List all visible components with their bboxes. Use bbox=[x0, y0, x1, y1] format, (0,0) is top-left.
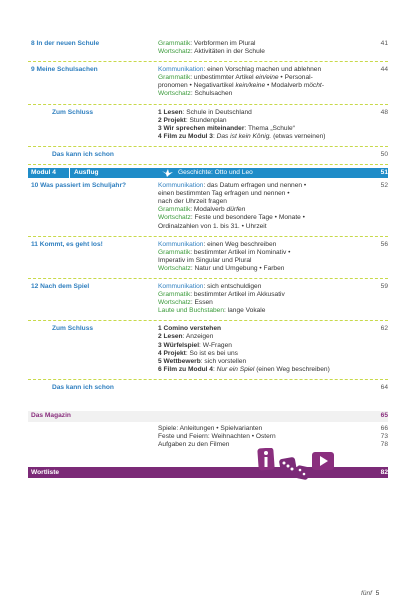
module-band[interactable] bbox=[28, 168, 388, 178]
toc-unit-row[interactable] bbox=[28, 105, 388, 147]
content-line bbox=[158, 350, 360, 358]
content-segment: Nur ein Spiel bbox=[216, 365, 255, 373]
content-line bbox=[158, 82, 360, 90]
content-segment: • Personal- bbox=[278, 74, 313, 82]
magazin-item[interactable] bbox=[28, 433, 388, 441]
content-line bbox=[158, 117, 360, 125]
content-segment: nach der Uhrzeit fragen bbox=[158, 198, 227, 206]
content-segment: Wortschatz bbox=[158, 214, 191, 222]
content-segment: ein/eine bbox=[255, 74, 279, 82]
content-segment: (einen Weg beschreiben) bbox=[254, 365, 330, 373]
unit-title: 12 Nach dem Spiel bbox=[31, 282, 90, 290]
content-segment: 4 Film zu Modul 3 bbox=[158, 132, 213, 140]
content-segment: : bestimmter Artikel im Nominativ • bbox=[190, 248, 291, 256]
toc-unit-row[interactable] bbox=[28, 62, 388, 104]
content-segment: : Feste und besondere Tage • Monate • bbox=[190, 214, 305, 222]
dice-icon bbox=[279, 457, 310, 480]
content-line bbox=[158, 90, 360, 98]
content-segment: : einen Weg beschreiben bbox=[203, 240, 277, 248]
unit-title: 10 Was passiert im Schuljahr? bbox=[31, 182, 127, 190]
module-story bbox=[162, 169, 360, 177]
bird-icon bbox=[162, 169, 173, 177]
table-of-contents bbox=[28, 36, 388, 478]
content-line bbox=[158, 151, 360, 159]
content-segment: : sich vorstellen bbox=[200, 357, 247, 365]
content-line bbox=[158, 40, 360, 48]
content-segment: : Verbformen im Plural bbox=[190, 40, 256, 47]
content-segment: 4 Projekt bbox=[158, 349, 186, 357]
content-line bbox=[158, 48, 360, 56]
content-segment: Kommunikation bbox=[158, 182, 204, 190]
unit-title: Zum Schluss bbox=[52, 108, 94, 116]
story-title: Geschichte: Otto und Leo bbox=[178, 168, 253, 176]
magazin-item-page: 66 bbox=[380, 425, 388, 432]
content-segment: • Modalverb bbox=[265, 82, 304, 90]
unit-content bbox=[158, 283, 360, 315]
content-segment: Wortschatz bbox=[158, 299, 191, 307]
content-line bbox=[158, 223, 360, 231]
content-segment: : Schulsachen bbox=[190, 90, 233, 98]
unit-content bbox=[158, 109, 360, 141]
content-segment: : Natur und Umgebung • Farben bbox=[190, 264, 285, 272]
content-line bbox=[158, 74, 360, 82]
unit-title: 8 In der neuen Schule bbox=[31, 40, 100, 47]
content-segment: Grammatik bbox=[158, 248, 191, 256]
content-segment: 1 Lesen bbox=[158, 108, 183, 116]
content-segment: Ordinalzahlen von 1. bis 31. • Uhrzeit bbox=[158, 222, 267, 230]
content-segment: Kommunikation bbox=[158, 282, 204, 290]
toc-unit-row[interactable] bbox=[28, 380, 388, 397]
content-line bbox=[158, 214, 360, 222]
content-segment: : Modalverb bbox=[190, 206, 227, 214]
unit-page-number: 50 bbox=[380, 150, 388, 158]
content-segment: Wortschatz bbox=[158, 48, 191, 56]
content-segment: 6 Film zu Modul 4 bbox=[158, 365, 213, 373]
content-segment: 1 Comino verstehen bbox=[158, 325, 222, 333]
toc-unit-row[interactable] bbox=[28, 321, 388, 380]
content-line bbox=[158, 291, 360, 299]
magazin-title: Das Magazin bbox=[31, 412, 71, 420]
content-segment: Grammatik bbox=[158, 40, 191, 47]
content-line bbox=[158, 125, 360, 133]
content-line bbox=[158, 133, 360, 141]
content-segment: Das ist kein König. bbox=[216, 132, 272, 140]
content-segment: möcht- bbox=[303, 82, 324, 90]
unit-content bbox=[158, 151, 360, 159]
unit-title: Das kann ich schon bbox=[52, 383, 114, 391]
unit-title: Zum Schluss bbox=[52, 325, 94, 333]
unit-content bbox=[158, 66, 360, 98]
content-segment: : einen Vorschlag machen und ablehnen bbox=[203, 66, 322, 74]
content-segment: Imperativ im Singular und Plural bbox=[158, 256, 252, 264]
content-segment: : bbox=[212, 365, 217, 373]
magazin-item-label: Feste und Feiern: Weihnachten • Ostern bbox=[158, 433, 276, 441]
info-icon bbox=[257, 448, 274, 471]
toc-unit-row[interactable] bbox=[28, 147, 388, 165]
content-line bbox=[158, 66, 360, 74]
magazin-item-label: Spiele: Anleitungen • Spielvarianten bbox=[158, 425, 263, 432]
content-line bbox=[158, 366, 360, 374]
unit-title: 11 Kommt, es geht los! bbox=[31, 240, 103, 248]
content-line bbox=[158, 299, 360, 307]
unit-page-number: 56 bbox=[380, 240, 388, 248]
module-page: 51 bbox=[380, 168, 388, 176]
content-segment: : unbestimmter Artikel bbox=[190, 74, 256, 82]
magazin-page: 65 bbox=[380, 412, 388, 420]
content-segment: : W-Fragen bbox=[199, 341, 232, 349]
unit-page-number: 59 bbox=[380, 282, 388, 290]
footer-page-number: 5 bbox=[375, 590, 380, 597]
wortliste-title: Wortliste bbox=[31, 468, 60, 476]
unit-page-number: 41 bbox=[380, 40, 388, 47]
content-line bbox=[158, 257, 360, 265]
magazin-header[interactable] bbox=[28, 411, 388, 422]
content-line bbox=[158, 182, 360, 190]
content-segment: (etwas verneinen) bbox=[271, 132, 326, 140]
unit-page-number: 64 bbox=[380, 383, 388, 391]
content-segment: dürfen bbox=[226, 206, 246, 214]
content-segment: : Essen bbox=[190, 299, 213, 307]
footer-word: fünf bbox=[361, 590, 372, 597]
unit-title: Das kann ich schon bbox=[52, 150, 114, 158]
magazin-list bbox=[28, 425, 388, 449]
content-segment: : Schule in Deutschland bbox=[182, 108, 252, 116]
video-play-icon bbox=[312, 452, 334, 470]
content-line bbox=[158, 249, 360, 257]
content-segment: 3 Würfelspiel bbox=[158, 341, 200, 349]
content-line bbox=[158, 206, 360, 214]
content-segment: : lange Vokale bbox=[224, 307, 266, 315]
content-line bbox=[158, 384, 360, 392]
content-segment: 5 Wettbewerb bbox=[158, 357, 201, 365]
content-line bbox=[158, 333, 360, 341]
page-footer bbox=[361, 590, 379, 598]
toc-unit-row[interactable] bbox=[28, 279, 388, 321]
content-line bbox=[158, 283, 360, 291]
content-segment: 2 Lesen bbox=[158, 333, 183, 341]
unit-content bbox=[158, 182, 360, 231]
unit-page-number: 52 bbox=[380, 182, 388, 190]
content-segment: : bbox=[212, 132, 217, 140]
content-segment: : Thema „Schule“ bbox=[244, 124, 295, 132]
wortliste-page: 82 bbox=[380, 468, 388, 476]
content-line bbox=[158, 190, 360, 198]
unit-title: 9 Meine Schulsachen bbox=[31, 66, 98, 74]
content-segment: : So ist es bei uns bbox=[185, 349, 238, 357]
magazin-icons bbox=[256, 448, 336, 480]
module-title: Ausflug bbox=[74, 168, 99, 176]
content-line bbox=[158, 198, 360, 206]
content-segment: 2 Projekt bbox=[158, 116, 186, 124]
content-segment: : Stundenplan bbox=[185, 116, 227, 124]
content-line bbox=[158, 241, 360, 249]
unit-content bbox=[158, 384, 360, 392]
magazin-item-label: Aufgaben zu den Filmen bbox=[158, 441, 230, 449]
content-line bbox=[158, 307, 360, 315]
content-segment: kein/keine bbox=[235, 82, 266, 90]
content-line bbox=[158, 109, 360, 117]
unit-page-number: 44 bbox=[380, 66, 388, 74]
content-segment: : Aktivitäten in der Schule bbox=[190, 48, 265, 56]
unit-content bbox=[158, 325, 360, 374]
unit-content bbox=[158, 40, 360, 56]
content-segment: : sich entschuldigen bbox=[203, 282, 262, 290]
content-segment: Kommunikation bbox=[158, 240, 204, 248]
content-segment: einen bestimmten Tag erfragen und nennen • bbox=[158, 190, 290, 198]
content-segment: : Anzeigen bbox=[182, 333, 214, 341]
units-section-2 bbox=[28, 178, 388, 397]
content-segment: : bestimmter Artikel im Akkusativ bbox=[190, 291, 285, 299]
content-segment: Wortschatz bbox=[158, 264, 191, 272]
unit-page-number: 48 bbox=[380, 108, 388, 116]
magazin-item-page: 78 bbox=[380, 441, 388, 449]
content-segment: Grammatik bbox=[158, 206, 191, 214]
content-segment: pronomen • Negativartikel bbox=[158, 82, 236, 90]
magazin-item[interactable] bbox=[28, 425, 388, 433]
unit-content bbox=[158, 241, 360, 273]
content-segment: Laute und Buchstaben bbox=[158, 307, 224, 315]
content-segment: Grammatik bbox=[158, 74, 191, 82]
content-line bbox=[158, 358, 360, 366]
content-line bbox=[158, 265, 360, 273]
toc-unit-row[interactable] bbox=[28, 178, 388, 237]
toc-unit-row[interactable] bbox=[28, 36, 388, 62]
unit-page-number: 62 bbox=[380, 325, 388, 333]
content-segment: Wortschatz bbox=[158, 90, 191, 98]
content-line bbox=[158, 342, 360, 350]
content-segment: Grammatik bbox=[158, 291, 191, 299]
toc-unit-row[interactable] bbox=[28, 237, 388, 279]
content-segment: Kommunikation bbox=[158, 66, 204, 74]
module-number: Modul 4 bbox=[31, 168, 56, 176]
magazin-item-page: 73 bbox=[380, 433, 388, 441]
content-segment: 3 Wir sprechen miteinander bbox=[158, 124, 245, 132]
content-segment: : das Datum erfragen und nennen • bbox=[203, 182, 307, 190]
content-line bbox=[158, 325, 360, 333]
units-section-1 bbox=[28, 36, 388, 165]
